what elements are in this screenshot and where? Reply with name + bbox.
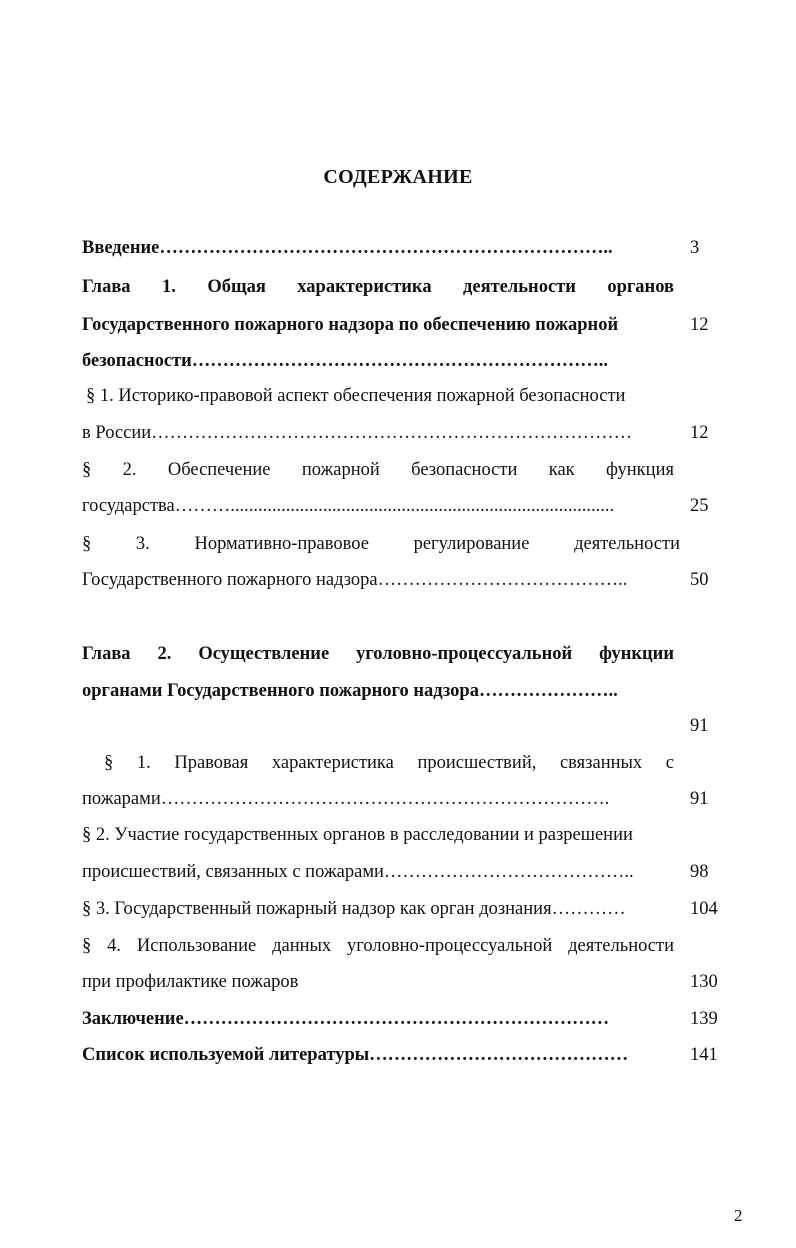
toc-ch1-section3-line2: Государственного пожарного надзора………………………………….. [82,570,628,590]
toc-page-bibliography: 141 [690,1045,718,1065]
toc-ch1-section2-line2: государства………................................................................................... [82,496,615,516]
toc-entry-intro: Введение……………………………………………………………….. [82,238,613,258]
toc-page-ch1-section3: 50 [690,570,709,590]
toc-ch2-section1-line2: пожарами………………………………………………………………. [82,789,610,809]
toc-page-chapter1: 12 [690,315,709,335]
toc-page-ch2-section2: 98 [690,862,709,882]
toc-ch2-section2-line2: происшествий, связанных с пожарами………………………………….. [82,862,634,882]
toc-ch2-section4-line2: при профилактике пожаров [82,972,299,992]
toc-entry-conclusion: Заключение…………………………………………………………… [82,1009,610,1029]
toc-entry-bibliography: Список используемой литературы…………………………………… [82,1045,629,1065]
toc-page-ch2-section4: 130 [690,972,718,992]
toc-page-chapter2: 91 [690,716,709,736]
toc-ch1-section2-line1: § 2. Обеспечение пожарной безопасности как функция [82,460,674,480]
page-number: 2 [734,1206,743,1225]
toc-ch2-section3: § 3. Государственный пожарный надзор как орган дознания………… [82,899,626,919]
toc-chapter1-line2: Государственного пожарного надзора по обеспечению пожарной [82,315,619,335]
toc-page-ch2-section1: 91 [690,789,709,809]
toc-ch2-section1-line1: § 1. Правовая характеристика происшествий, связанных с [104,753,674,773]
toc-chapter2-line1: Глава 2. Осуществление уголовно-процессуальной функции [82,644,674,664]
toc-page-intro: 3 [690,238,700,258]
toc-page-ch1-section2: 25 [690,496,709,516]
page-title: СОДЕРЖАНИЕ [323,166,473,188]
toc-ch1-section3-line1: § 3. Нормативно-правовое регулирование деятельности [82,534,680,554]
toc-chapter2-line2: органами Государственного пожарного надзора………………….. [82,681,618,701]
toc-chapter1-line3: безопасности………………………………………………………….. [82,351,609,371]
toc-page-conclusion: 139 [690,1009,718,1029]
toc-chapter1-line1: Глава 1. Общая характеристика деятельности органов [82,277,674,297]
toc-ch2-section2-line1: § 2. Участие государственных органов в расследовании и разрешении [82,825,633,845]
toc-page-ch1-section1: 12 [690,423,709,443]
toc-ch1-section1-line2: в России…………………………………………………………………… [82,423,633,443]
toc-ch2-section4-line1: § 4. Использование данных уголовно-процессуальной деятельности [82,936,674,956]
toc-ch1-section1-line1: § 1. Историко-правовой аспект обеспечения пожарной безопасности [86,386,626,406]
toc-page-ch2-section3: 104 [690,899,718,919]
